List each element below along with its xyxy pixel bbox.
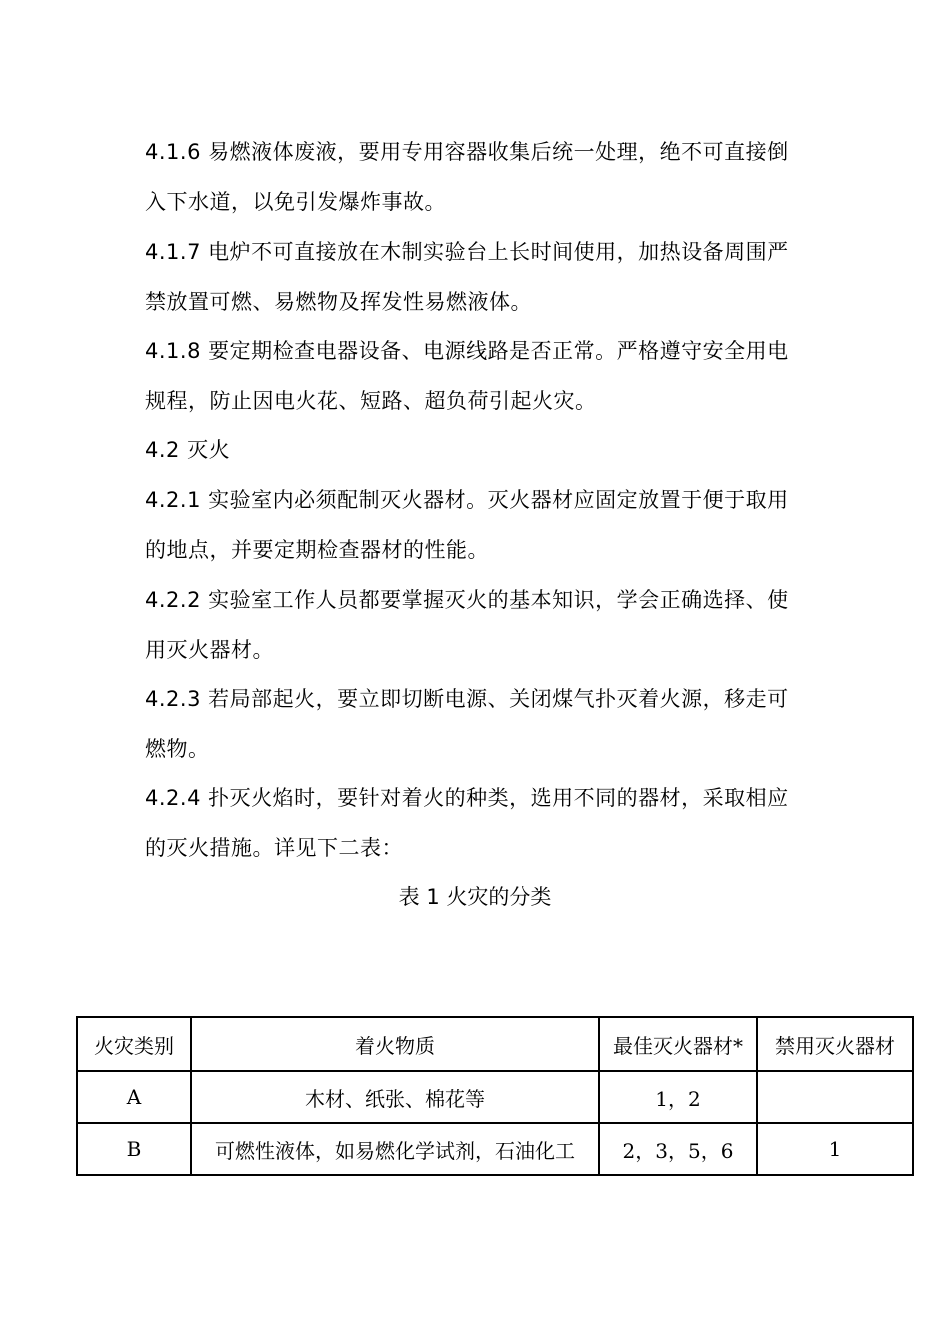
header-cell-burning-material: 着火物质 — [191, 1017, 599, 1071]
paragraph-line: 4.1.7 电炉不可直接放在木制实验台上长时间使用，加热设备周围严 — [145, 240, 789, 264]
table-cell: 1，2 — [599, 1071, 757, 1123]
paragraph-line: 用灭火器材。 — [145, 638, 274, 662]
paragraph-line: 的灭火措施。详见下二表： — [145, 836, 403, 860]
paragraph-4-2-3 — [145, 674, 815, 774]
table-caption: 表 1 火灾的分类 — [398, 885, 552, 909]
paragraph-4-1-8 — [145, 326, 815, 426]
paragraph-line: 4.2.4 扑灭火焰时，要针对着火的种类，选用不同的器材，采取相应 — [145, 786, 789, 810]
table-cell — [757, 1071, 913, 1123]
paragraph-4-2-1 — [145, 475, 815, 575]
table-cell: 木材、纸张、棉花等 — [191, 1071, 599, 1123]
paragraph-line: 4.2.1 实验室内必须配制灭火器材。灭火器材应固定放置于便于取用 — [145, 488, 789, 512]
header-cell-prohibited-extinguisher: 禁用灭火器材 — [757, 1017, 913, 1071]
table-row — [77, 1071, 913, 1123]
table-cell: A — [77, 1071, 191, 1123]
paragraph-line: 入下水道，以免引发爆炸事故。 — [145, 190, 446, 214]
paragraph-line: 禁放置可燃、易燃物及挥发性易燃液体。 — [145, 290, 532, 314]
paragraph-line: 4.2.3 若局部起火，要立即切断电源、关闭煤气扑灭着火源，移走可 — [145, 687, 789, 711]
table-cell: 1 — [757, 1123, 913, 1175]
table-cell: 2，3，5，6 — [599, 1123, 757, 1175]
paragraph-line: 4.2.2 实验室工作人员都要掌握灭火的基本知识，学会正确选择、使 — [145, 588, 789, 612]
paragraph-line: 4.1.8 要定期检查电器设备、电源线路是否正常。严格遵守安全用电 — [145, 339, 789, 363]
fire-classification-table — [76, 1016, 914, 1176]
paragraph-4-1-7 — [145, 227, 815, 327]
heading-text: 4.2 灭火 — [145, 438, 231, 462]
paragraph-line: 燃物。 — [145, 737, 210, 761]
header-cell-best-extinguisher: 最佳灭火器材* — [599, 1017, 757, 1071]
paragraph-line: 规程，防止因电火花、短路、超负荷引起火灾。 — [145, 389, 597, 413]
table-cell: B — [77, 1123, 191, 1175]
paragraph-line: 的地点，并要定期检查器材的性能。 — [145, 538, 489, 562]
table-cell: 可燃性液体，如易燃化学试剂，石油化工 — [191, 1123, 599, 1175]
table-row — [77, 1123, 913, 1175]
table-header-row — [77, 1017, 913, 1071]
section-heading-4-2 — [145, 425, 815, 475]
paragraph-line: 4.1.6 易燃液体废液，要用专用容器收集后统一处理，绝不可直接倒 — [145, 140, 789, 164]
paragraph-4-2-2 — [145, 575, 815, 675]
paragraph-4-1-6 — [145, 127, 815, 227]
header-cell-fire-class: 火灾类别 — [77, 1017, 191, 1071]
paragraph-4-2-4 — [145, 773, 815, 873]
